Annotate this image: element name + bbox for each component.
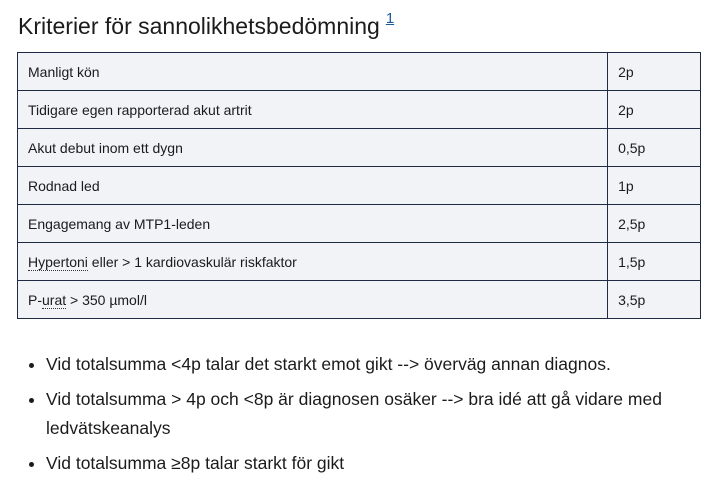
criterion-cell [18, 53, 608, 91]
section-heading [18, 10, 394, 46]
footnote-marker [386, 10, 394, 27]
abbreviation-hypertoni[interactable]: Hypertoni [28, 253, 88, 270]
points-cell: 1,5p [608, 243, 701, 281]
table-row [18, 243, 701, 281]
points-cell: 0,5p [608, 129, 701, 167]
abbreviation-urat[interactable]: urat [42, 291, 67, 308]
footnote-link[interactable]: 1 [385, 10, 395, 27]
criterion-cell [18, 91, 608, 129]
criterion-cell [18, 205, 608, 243]
points-cell: 2,5p [608, 205, 701, 243]
table-row [18, 91, 701, 129]
list-item: • Vid totalsumma > 4p och <8p är diagnosen osäker --> bra idé att gå vidare med ledvätskeanalys [46, 385, 726, 443]
criterion-text: Akut debut inom ett dygn [28, 139, 183, 156]
table-row [18, 205, 701, 243]
interpretation-list [24, 350, 726, 484]
criterion-text: Tidigare egen rapporterad akut artrit [28, 101, 252, 118]
criterion-cell [18, 281, 608, 319]
criterion-text: Rodnad led [28, 177, 100, 194]
table-row [18, 167, 701, 205]
points-cell: 2p [608, 91, 701, 129]
criteria-table [17, 52, 701, 319]
table-row [18, 53, 701, 91]
criterion-text: Manligt kön [28, 63, 100, 80]
criterion-text: eller > 1 kardiovaskulär riskfaktor [87, 253, 297, 270]
heading-text: Kriterier för sannolikhetsbedömning [18, 13, 380, 39]
criterion-text: > 350 µmol/l [66, 291, 147, 308]
points-cell: 2p [608, 53, 701, 91]
points-cell: 1p [608, 167, 701, 205]
list-item: • Vid totalsumma ≥8p talar starkt för gikt [46, 449, 726, 478]
criterion-cell [18, 243, 608, 281]
criterion-text: Engagemang av MTP1-leden [28, 215, 211, 232]
table-row [18, 129, 701, 167]
criterion-cell [18, 129, 608, 167]
criterion-prefix: P- [28, 291, 42, 308]
points-cell: 3,5p [608, 281, 701, 319]
criterion-cell [18, 167, 608, 205]
list-item: • Vid totalsumma <4p talar det starkt emot gikt --> överväg annan diagnos. [46, 350, 726, 379]
table-row [18, 281, 701, 319]
